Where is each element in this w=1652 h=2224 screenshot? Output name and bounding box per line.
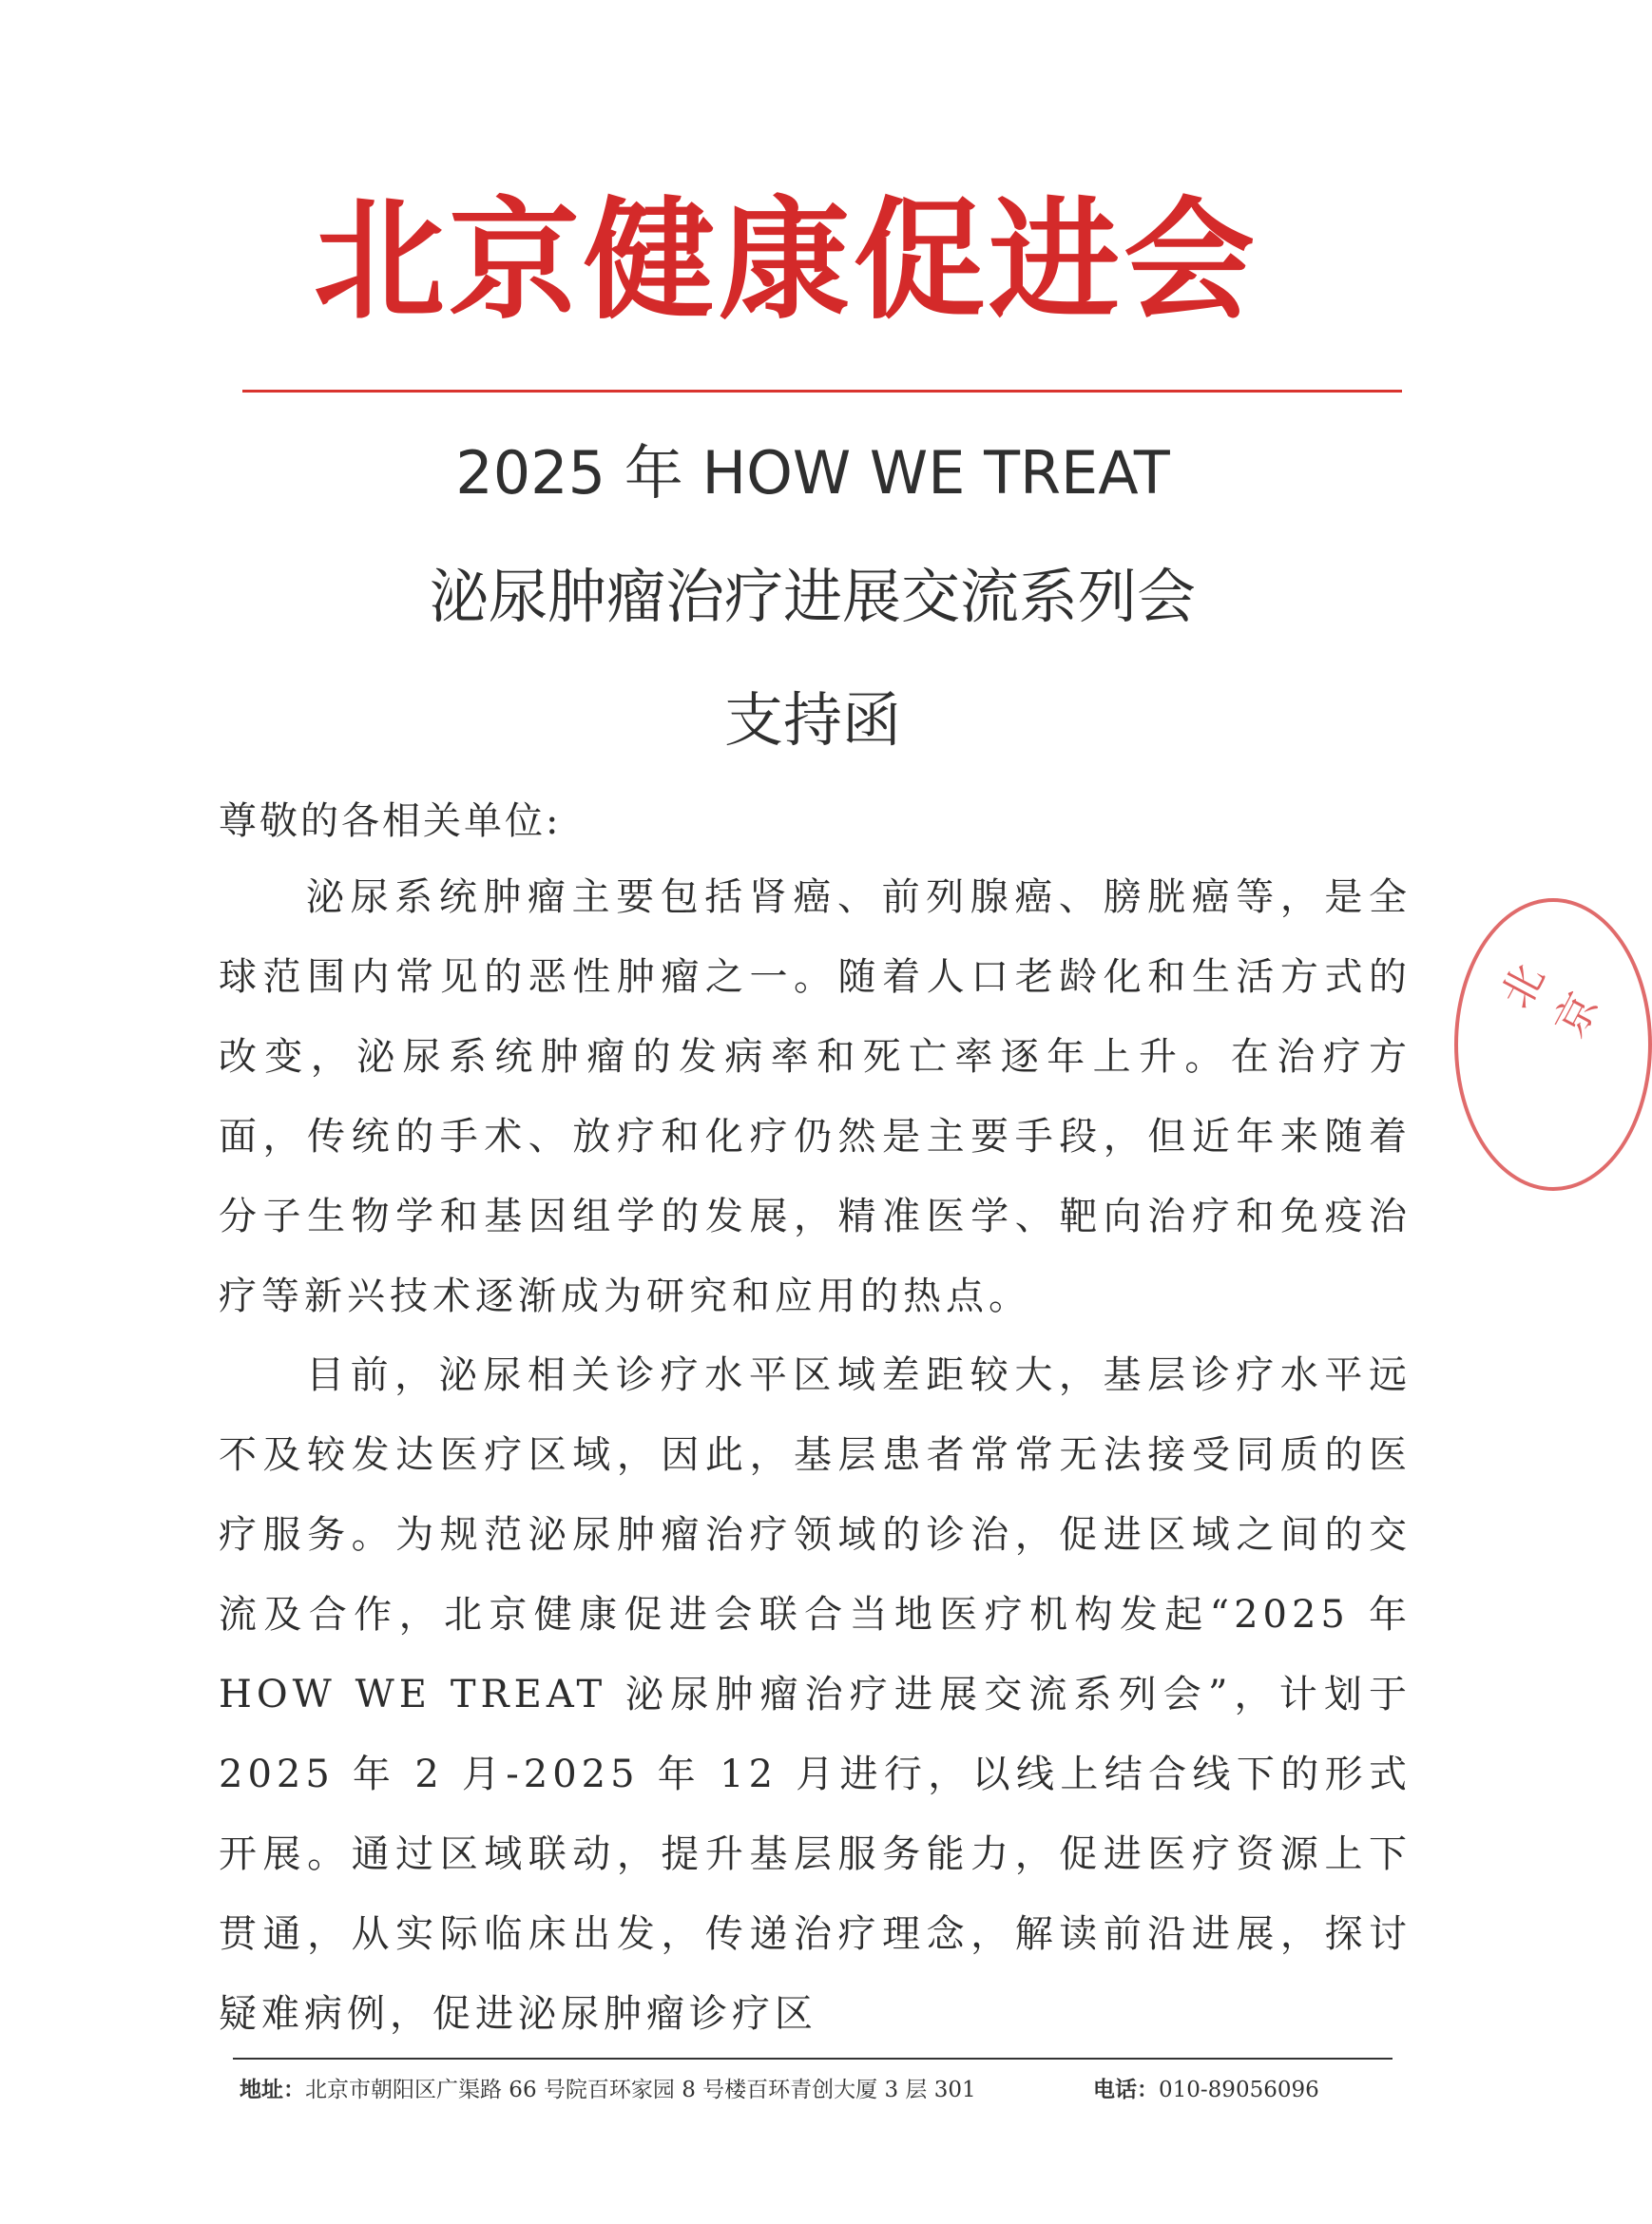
body-paragraph-1-container	[219, 857, 1412, 1336]
footer-phone: 010-89056096	[1159, 2078, 1319, 2102]
footer	[240, 2072, 1399, 2103]
salutation: 尊敬的各相关单位:	[219, 799, 562, 843]
body-paragraph-1: 泌尿系统肿瘤主要包括肾癌、前列腺癌、膀胱癌等，是全球范围内常见的恶性肿瘤之一。随着人口老龄化和生活方式的改变，泌尿系统肿瘤的发病率和死亡率逐年上升。在治疗方面，传统的手术、放疗和化疗仍然是主要手段，但近年来随着分子生物学和基因组学的发展，精准医学、靶向治疗和免疫治疗等新兴技术逐渐成为研究和应用的热点。	[219, 875, 1412, 1318]
title-line-1: 2025 年 HOW WE TREAT	[455, 438, 1170, 508]
body-paragraph-2-container	[219, 1335, 1412, 2054]
letterhead-divider	[242, 390, 1402, 393]
footer-divider	[233, 2058, 1393, 2060]
footer-address-label: 地址：	[240, 2077, 305, 2102]
body-paragraph-2: 目前，泌尿相关诊疗水平区域差距较大，基层诊疗水平远不及较发达医疗区域，因此，基层患者常常无法接受同质的医疗服务。为规范泌尿肿瘤治疗领域的诊治，促进区域之间的交流及合作，北京健康促进会联合当地医疗机构发起“2025 年 HOW WE TREAT 泌尿肿瘤治疗进展交流系列会”，计划于 2025 年 2 月-2025 年 12 月进行，以线上结合线下的形式开展。通过区域联动，提升基层服务能力，促进医疗资源上下贯通，从实际临床出发，传递治疗理念，解读前沿进展，探讨疑难病例，促进泌尿肿瘤诊疗区	[219, 1353, 1412, 2036]
letterhead-org-name: 北京健康促进会	[313, 182, 1258, 337]
footer-phone-block	[1093, 2072, 1319, 2103]
footer-phone-label: 电话：	[1093, 2077, 1159, 2102]
title-line-2: 泌尿肿瘤治疗进展交流系列会	[429, 562, 1196, 631]
title-line-3: 支持函	[723, 685, 901, 755]
footer-address: 北京市朝阳区广渠路 66 号院百环家园 8 号楼百环青创大厦 3 层 301	[305, 2078, 976, 2102]
official-seal-text: 北京	[1491, 941, 1617, 1045]
